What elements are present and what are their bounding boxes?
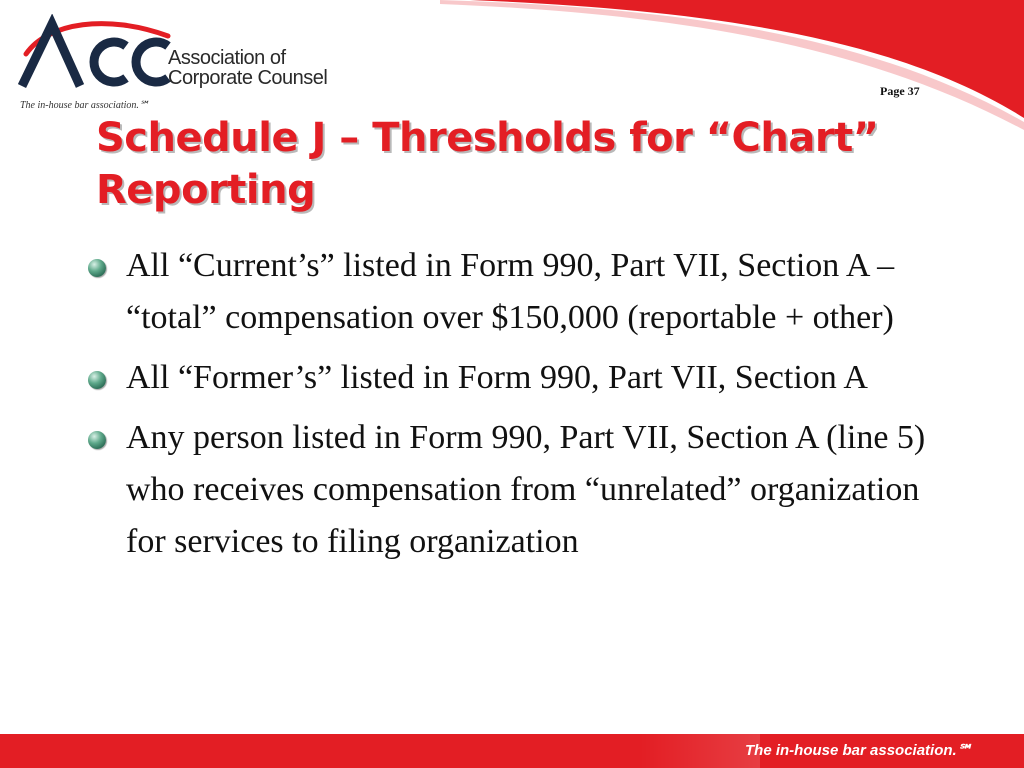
bullet-item [88,412,948,568]
bullet-item [88,240,948,344]
bullet-text: Any person listed in Form 990, Part VII, Section A (line 5) who receives compensation from “unrelated” organization for services to filing organization [126,419,926,560]
bullet-item [88,352,948,404]
bullet-text: All “Former’s” listed in Form 990, Part VII, Section A [126,359,868,396]
logo-organization-name [168,48,327,88]
bullet-sphere-icon [88,259,106,277]
bullet-text: All “Current’s” listed in Form 990, Part VII, Section A – “total” compensation over $150,000 (reportable + other) [126,247,895,336]
slide-title: Schedule J – Thresholds for “Chart” Reporting [96,115,879,213]
bullet-sphere-icon [88,431,106,449]
acc-logo [18,14,348,114]
footer-tagline: The in-house bar association.℠ [745,742,972,759]
logo-name-line2: Corporate Counsel [168,67,328,89]
bullet-list [88,240,948,576]
footer-fade [640,734,760,768]
footer-bar [0,734,1024,768]
logo-tagline: The in-house bar association.℠ [20,100,150,111]
bullet-sphere-icon [88,371,106,389]
acc-logo-mark [18,14,188,94]
logo-name-line1: Association of [168,47,286,69]
page-number: Page 37 [880,84,920,98]
